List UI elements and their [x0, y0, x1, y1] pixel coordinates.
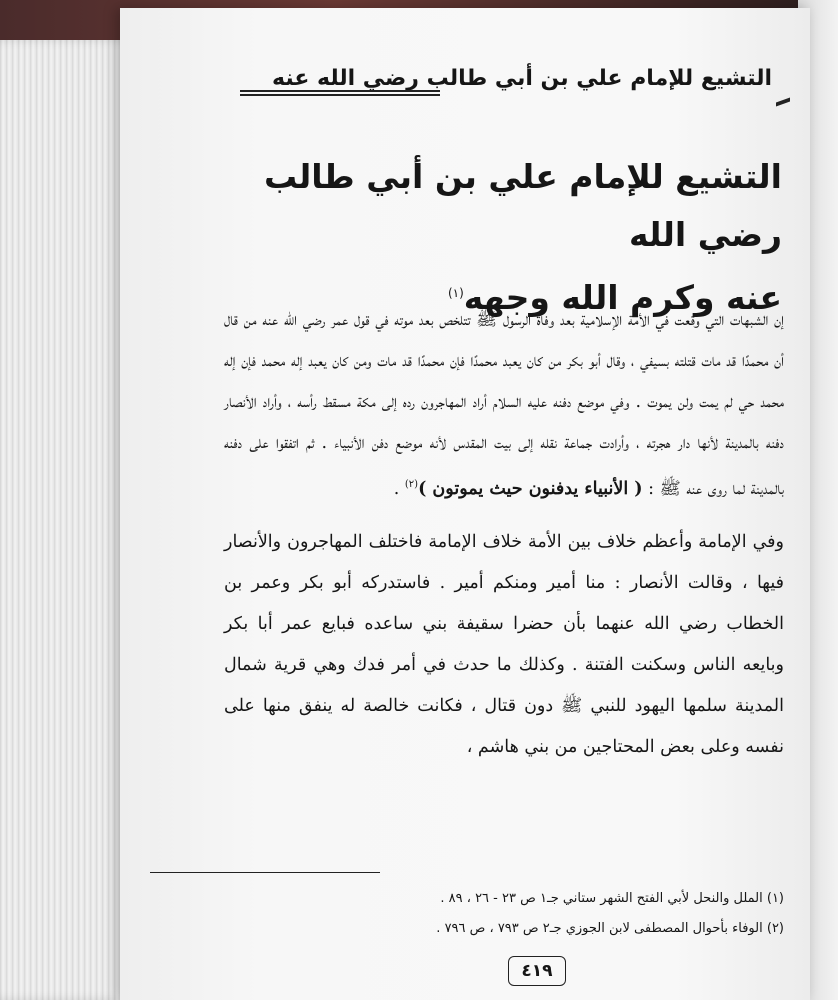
- paragraph-1: [224, 300, 784, 510]
- chapter-title-line-1: التشيع للإمام علي بن أبي طالب رضي الله: [263, 157, 782, 254]
- running-head-rule: [240, 90, 440, 96]
- footnote-2: (٢) الوفاء بأحوال المصطفى لابن الجوزي جـ٢ ص ٧٩٣ ، ص ٧٩٦ .: [436, 921, 784, 936]
- hadith-quote: ( الأنبياء يدفنون حيث يموتون ): [418, 478, 643, 499]
- running-head: التشيع للإمام علي بن أبي طالب رضي الله عنه: [272, 66, 772, 91]
- body-text: [224, 300, 784, 768]
- footnotes: [214, 884, 784, 944]
- footnote-1: (١) الملل والنحل لأبي الفتح الشهر ستاني جـ١ ص ٢٣ - ٢٦ ، ٨٩ .: [440, 891, 784, 906]
- paragraph-1-end: .: [393, 478, 405, 499]
- paragraph-1-text: إن الشبهات التي وقعت في الأمة الإسلامية بعد وفاة الرسول ﷺ تتلخص بعد موته في قول عمر رضي الله عنه من قال أن محمدًا قد مات قتلته بسيفي ، وقال أبو بكر من كان يعبد محمدًا فإن محمدًا قد مات ومن كان يعبد إله محمد فإن إله محمد حي لم يمت ولن يموت . وفي موضع دفنه عليه السلام أراد المهاجرون رده إلى مكة مسقط رأسه ، وأراد الأنصار دفنه بالمدينة لأنها دار هجرته ، وأرادت جماعة نقله إلى بيت المقدس لأنه موضع دفن الأنبياء . ثم اتفقوا على دفنه بالمدينة لما روى عنه ﷺ :: [224, 310, 784, 499]
- chapter-title-line-2: عنه وكرم الله وجهه: [463, 278, 782, 317]
- running-head-ornament: [776, 97, 790, 106]
- footnote-separator: [150, 872, 380, 873]
- footnote-mark-2: (٢): [404, 479, 419, 490]
- book-page: [120, 8, 810, 1000]
- title-footnote-mark: (١): [447, 286, 464, 300]
- page-number: ٤١٩: [508, 956, 566, 986]
- paragraph-2: وفي الإمامة وأعظم خلاف بين الأمة خلاف الإمامة فاختلف المهاجرون والأنصار فيها ، وقالت الأنصار : منا أمير ومنكم أمير . فاستدركه أبو بكر وعمر بن الخطاب رضي الله عنهما بأن حضرا سقيفة بني ساعده فبايع عمر أبا بكر وبايعه الناس وسكنت الفتنة . وكذلك ما حدث في أمر فدك وهي قرية شمال المدينة سلمها اليهود للنبي ﷺ دون قتال ، فكانت خالصة له ينفق منها على نفسه وعلى بعض المحتاجين من بني هاشم ،: [224, 531, 784, 757]
